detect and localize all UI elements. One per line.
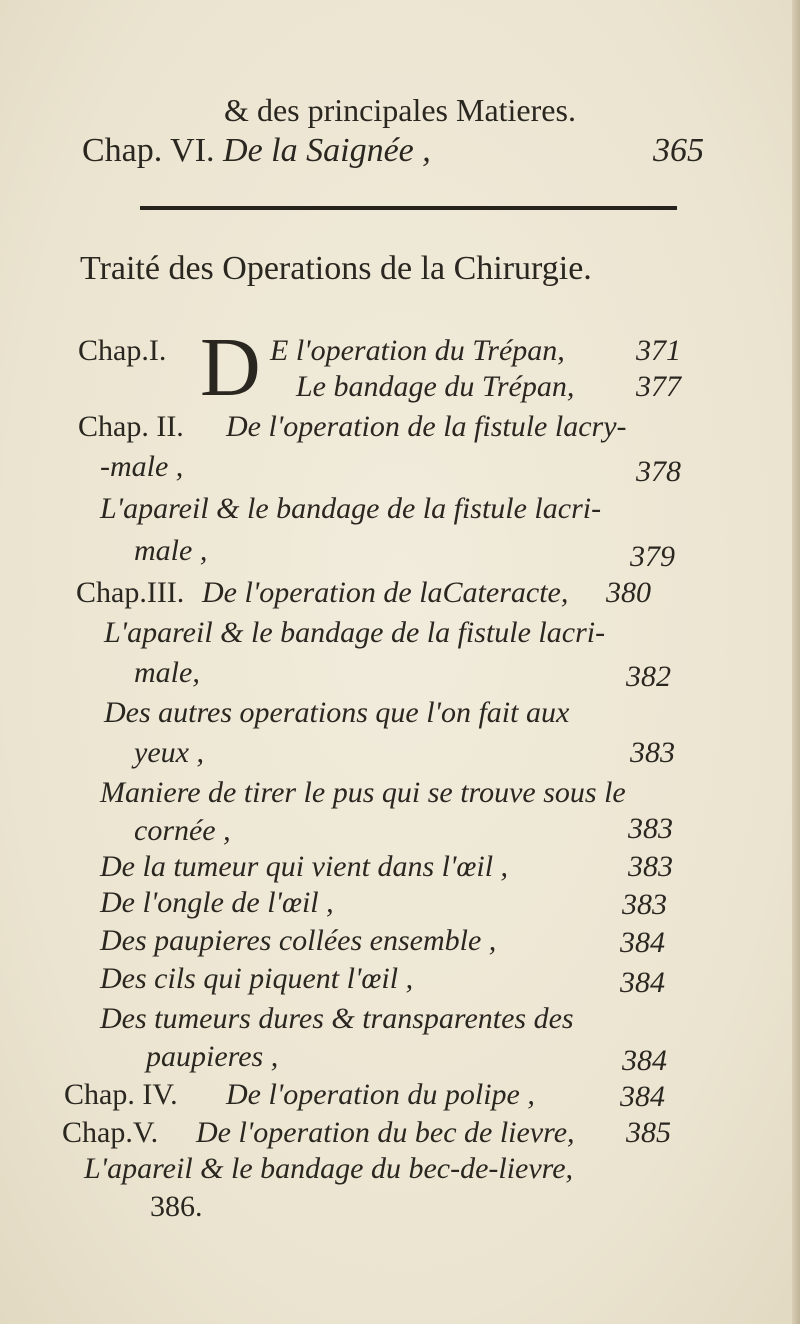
toc-entry: Des tumeurs dures & transparentes des <box>100 1002 574 1035</box>
toc-entry: L'apareil & le bandage du bec-de-lievre, <box>84 1152 574 1185</box>
toc-entry: cornée , <box>134 814 231 847</box>
toc-entry: male , <box>134 534 208 567</box>
chapter-number: Chap. VI. <box>82 132 215 169</box>
toc-page: 378 <box>636 455 681 488</box>
page-edge <box>792 0 800 1324</box>
toc-entry: De l'operation de la fistule lacry- <box>226 410 627 443</box>
chapter-label: Chap.V. <box>62 1116 159 1149</box>
toc-entry: E l'operation du Trépan, <box>270 334 565 367</box>
toc-page: 382 <box>626 660 671 693</box>
toc-page: 380 <box>606 576 651 609</box>
toc-page: 379 <box>630 540 675 573</box>
toc-entry: De la tumeur qui vient dans l'œil , <box>100 850 509 883</box>
toc-entry: De l'ongle de l'œil , <box>100 886 334 919</box>
toc-entry: Des paupieres collées ensemble , <box>100 924 497 957</box>
toc-entry: paupieres , <box>146 1040 279 1073</box>
toc-entry: male, <box>134 656 200 689</box>
toc-page: 383 <box>628 850 673 883</box>
toc-page: 383 <box>628 812 673 845</box>
toc-entry: Maniere de tirer le pus qui se trouve sous le <box>100 776 626 809</box>
chapter-label: Chap. II. <box>78 410 184 443</box>
toc-page: 377 <box>636 370 681 403</box>
toc-entry: Des cils qui piquent l'œil , <box>100 962 414 995</box>
toc-page: 386. <box>150 1190 203 1223</box>
toc-page: 384 <box>620 1080 665 1113</box>
drop-cap: D <box>200 321 261 414</box>
chapter-title: De la Saignée , <box>223 132 431 169</box>
toc-entry: De l'operation du polipe , <box>226 1078 535 1111</box>
toc-page: 383 <box>622 888 667 921</box>
toc-page: 384 <box>622 1044 667 1077</box>
toc-entry: De l'operation de laCateracte, <box>202 576 569 609</box>
chapter-label: Chap. IV. <box>64 1078 178 1111</box>
toc-entry: -male , <box>100 450 184 483</box>
toc-entry: Le bandage du Trépan, <box>296 370 575 403</box>
chapter-header <box>82 132 704 170</box>
running-header: & des principales Matieres. <box>224 92 576 128</box>
header-rule <box>140 206 677 210</box>
toc-entry: L'apareil & le bandage de la fistule lacri- <box>100 492 602 525</box>
page-number: 365 <box>653 132 704 169</box>
toc-page: 384 <box>620 926 665 959</box>
toc-page: 384 <box>620 966 665 999</box>
toc-page: 383 <box>630 736 675 769</box>
toc-entry: L'apareil & le bandage de la fistule lacri- <box>104 616 606 649</box>
toc-entry: Des autres operations que l'on fait aux <box>104 696 570 729</box>
chapter-label: Chap.III. <box>76 576 185 609</box>
section-title: Traité des Operations de la Chirurgie. <box>80 250 592 287</box>
toc-page: 385 <box>626 1116 671 1149</box>
toc-entry: De l'operation du bec de lievre, <box>196 1116 575 1149</box>
chapter-label: Chap.I. <box>78 334 167 367</box>
toc-page: 371 <box>636 334 681 367</box>
toc-entry: yeux , <box>134 736 204 769</box>
